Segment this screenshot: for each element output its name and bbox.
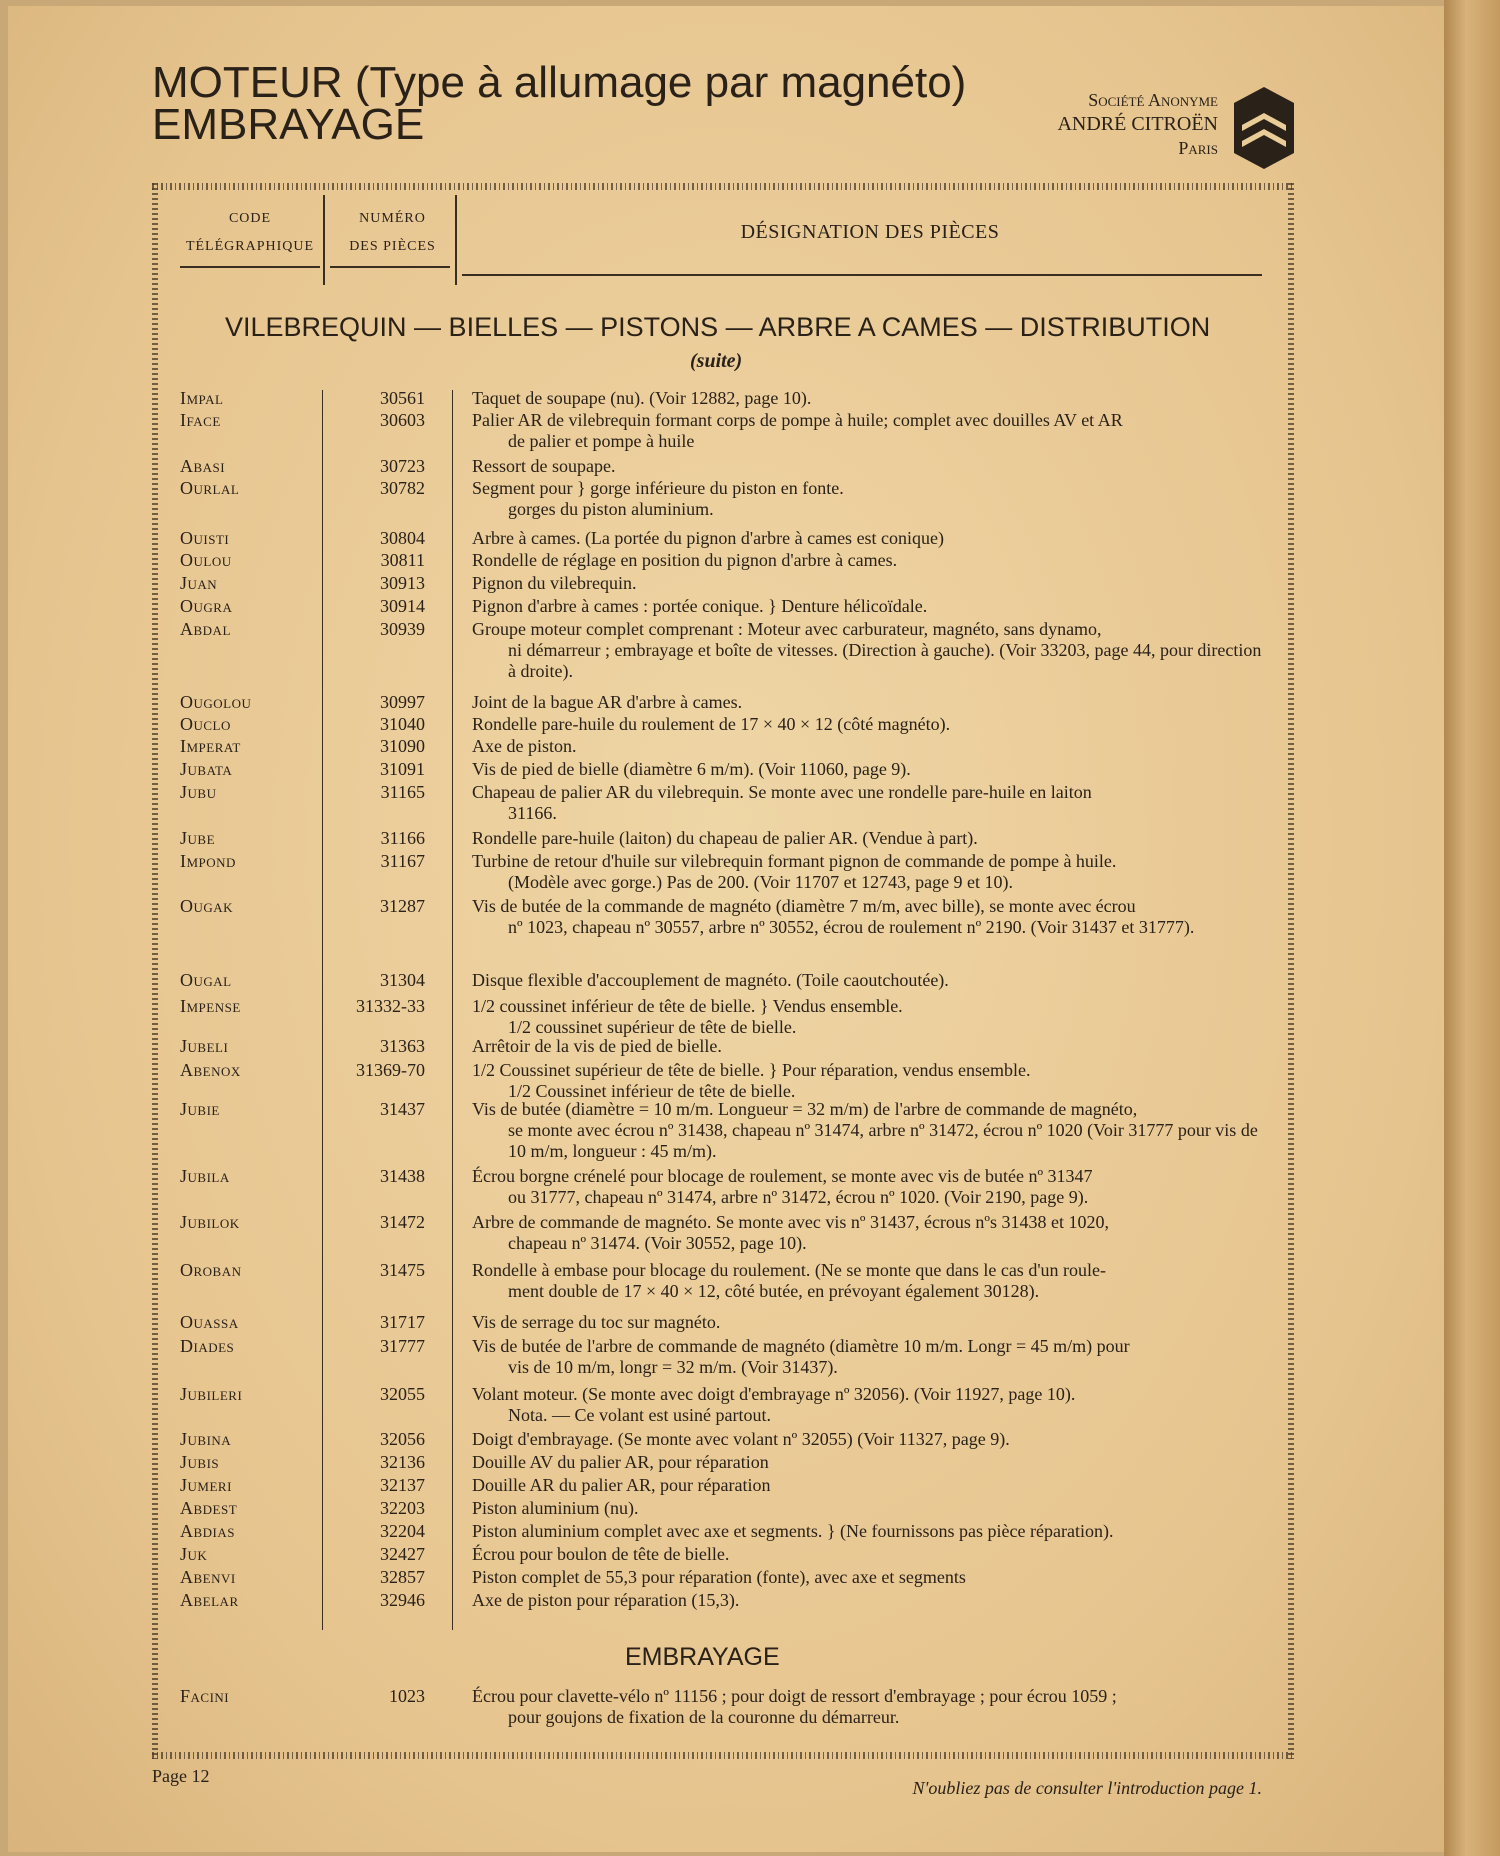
- section-title: VILEBREQUIN — BIELLES — PISTONS — ARBRE A CAMES — DISTRIBUTION: [225, 312, 1211, 342]
- designation-line: Axe de piston.: [472, 736, 577, 756]
- part-designation: [472, 478, 1262, 520]
- part-designation: [472, 714, 1262, 735]
- designation-line: Ressort de soupape.: [472, 456, 616, 476]
- designation-line: Vis de butée de la commande de magnéto (diamètre 7 m/m, avec bille), se monte avec écrou: [472, 896, 1136, 916]
- part-designation: [472, 410, 1262, 452]
- part-designation: [472, 596, 1262, 617]
- designation-line: Turbine de retour d'huile sur vilebrequin formant pignon de commande de pompe à huile.: [472, 851, 1117, 871]
- designation-line: Rondelle à embase pour blocage du roulement. (Ne se monte que dans le cas d'un roule-: [472, 1260, 1107, 1280]
- designation-line: Volant moteur. (Se monte avec doigt d'embrayage nº 32056). (Voir 11927, page 10).: [472, 1384, 1076, 1404]
- part-number: 32203: [380, 1498, 425, 1518]
- code-header-line-2: TÉLÉGRAPHIQUE: [185, 239, 315, 254]
- telegraphic-code: Facini: [180, 1686, 230, 1706]
- designation-line: Écrou pour boulon de tête de bielle.: [472, 1544, 730, 1564]
- designation-line: Rondelle de réglage en position du pignon d'arbre à cames.: [472, 550, 898, 570]
- part-number: 31090: [380, 736, 425, 756]
- telegraphic-code: Jubie: [180, 1099, 220, 1119]
- part-number: 30782: [380, 478, 425, 498]
- part-designation: [472, 619, 1262, 682]
- part-number: 31332-33: [356, 996, 425, 1016]
- telegraphic-code: Ourlal: [180, 478, 240, 498]
- designation-line: Piston complet de 55,3 pour réparation (fonte), avec axe et segments: [472, 1567, 966, 1587]
- designation-continuation: Nota. — Ce volant est usiné partout.: [508, 1405, 771, 1425]
- part-designation: [472, 996, 1262, 1038]
- telegraphic-code: Ouisti: [180, 528, 230, 548]
- company-line-1: Société Anonyme: [1088, 90, 1218, 110]
- designation-column-header: DÉSIGNATION DES PIÈCES: [740, 221, 1000, 243]
- part-number: 30939: [380, 619, 425, 639]
- part-number: 30804: [380, 528, 425, 548]
- number-header-line-1: NUMÉRO: [359, 211, 426, 226]
- part-designation: [472, 1212, 1262, 1254]
- designation-line: Écrou pour clavette-vélo nº 11156 ; pour doigt de ressort d'embrayage ; pour écrou 1059 ;: [472, 1686, 1117, 1706]
- designation-line: Chapeau de palier AR du vilebrequin. Se monte avec une rondelle pare-huile en laiton: [472, 782, 1092, 802]
- designation-line: Arbre à cames. (La portée du pignon d'arbre à cames est conique): [472, 528, 945, 548]
- part-number: 30603: [380, 410, 425, 430]
- part-designation: [472, 1475, 1262, 1496]
- part-number: 1023: [389, 1686, 425, 1706]
- part-designation: [472, 970, 1262, 991]
- part-designation: [472, 1567, 1262, 1588]
- part-designation: [472, 1521, 1262, 1542]
- part-designation: [472, 782, 1262, 824]
- header-underline-2: [330, 266, 450, 268]
- part-number: 31777: [380, 1336, 425, 1356]
- telegraphic-code: Jubu: [180, 782, 217, 802]
- telegraphic-code: Ougra: [180, 596, 233, 616]
- part-designation: [472, 1336, 1262, 1378]
- title-line-2: EMBRAYAGE: [152, 100, 425, 149]
- designation-continuation: nº 1023, chapeau nº 30557, arbre nº 30552, écrou de roulement nº 2190. (Voir 31437 et 31777).: [508, 917, 1195, 937]
- number-header-line-2: DES PIÈCES: [349, 239, 436, 254]
- telegraphic-code: Ouclo: [180, 714, 231, 734]
- part-designation: [472, 1544, 1262, 1565]
- part-number: 31304: [380, 970, 425, 990]
- part-number: 32136: [380, 1452, 425, 1472]
- part-designation: [472, 1036, 1262, 1057]
- telegraphic-code: Juk: [180, 1544, 208, 1564]
- footer-note: N'oubliez pas de consulter l'introduction page 1.: [912, 1778, 1262, 1798]
- telegraphic-code: Ougolou: [180, 692, 252, 712]
- designation-line: Rondelle pare-huile du roulement de 17 × 40 × 12 (côté magnéto).: [472, 714, 951, 734]
- designation-line: Arbre de commande de magnéto. Se monte avec vis nº 31437, écrous nºs 31438 et 1020,: [472, 1212, 1110, 1232]
- designation-line: Axe de piston pour réparation (15,3).: [472, 1590, 740, 1610]
- designation-line: Rondelle pare-huile (laiton) du chapeau de palier AR. (Vendue à part).: [472, 828, 978, 848]
- designation-continuation: (Modèle avec gorge.) Pas de 200. (Voir 11707 et 12743, page 9 et 10).: [508, 872, 1014, 892]
- designation-continuation: gorges du piston aluminium.: [508, 499, 714, 519]
- code-header-line-1: CODE: [228, 211, 272, 226]
- telegraphic-code: Jubilok: [180, 1212, 240, 1232]
- designation-continuation: ni démarreur ; embrayage et boîte de vitesses. (Direction à gauche). (Voir 33203, page 44, pour direction à droite).: [508, 640, 1262, 681]
- telegraphic-code: Jubina: [180, 1429, 232, 1449]
- designation-line: 1/2 coussinet inférieur de tête de bielle. } Vendus ensemble.: [472, 996, 903, 1016]
- part-designation: [472, 1099, 1262, 1162]
- telegraphic-code: Abasi: [180, 456, 226, 476]
- part-designation: [472, 1429, 1262, 1450]
- telegraphic-code: Oulou: [180, 550, 232, 570]
- designation-line: Taquet de soupape (nu). (Voir 12882, page 10).: [472, 388, 812, 408]
- part-designation: [472, 692, 1262, 713]
- telegraphic-code: Ouassa: [180, 1312, 239, 1332]
- part-number: 30561: [380, 388, 425, 408]
- part-number: 32055: [380, 1384, 425, 1404]
- part-number: 31165: [380, 782, 425, 802]
- part-number: 32427: [380, 1544, 425, 1564]
- part-number: 31091: [380, 759, 425, 779]
- part-number: 31040: [380, 714, 425, 734]
- designation-line: Pignon du vilebrequin.: [472, 573, 637, 593]
- telegraphic-code: Jubileri: [180, 1384, 243, 1404]
- designation-continuation: vis de 10 m/m, longr = 32 m/m. (Voir 31437).: [508, 1357, 838, 1377]
- page-number: Page 12: [152, 1766, 210, 1786]
- designation-continuation: 31166.: [508, 803, 557, 823]
- telegraphic-code: Impal: [180, 388, 224, 408]
- designation-line: Écrou borgne crénelé pour blocage de roulement, se monte avec vis de butée nº 31347: [472, 1166, 1093, 1186]
- telegraphic-code: Impense: [180, 996, 241, 1016]
- part-number: 30811: [380, 550, 425, 570]
- designation-line: Vis de pied de bielle (diamètre 6 m/m). (Voir 11060, page 9).: [472, 759, 911, 779]
- designation-continuation: chapeau nº 31474. (Voir 30552, page 10).: [508, 1233, 807, 1253]
- bottom-border: [152, 1752, 1294, 1759]
- telegraphic-code: Jubata: [180, 759, 233, 779]
- telegraphic-code: Oroban: [180, 1260, 242, 1280]
- header-underline-1: [180, 266, 320, 268]
- telegraphic-code: Juan: [180, 573, 218, 593]
- right-border: [1288, 183, 1294, 1759]
- designation-line: Douille AR du palier AR, pour réparation: [472, 1475, 771, 1495]
- left-border: [152, 183, 158, 1759]
- part-designation: [472, 1590, 1262, 1611]
- designation-line: Douille AV du palier AR, pour réparation: [472, 1452, 769, 1472]
- designation-continuation: ou 31777, chapeau nº 31474, arbre nº 31472, écrou nº 1020. (Voir 2190, page 9).: [508, 1187, 1089, 1207]
- designation-line: Vis de butée (diamètre = 10 m/m. Longueur = 32 m/m) de l'arbre de commande de magnéto,: [472, 1099, 1138, 1119]
- telegraphic-code: Jubis: [180, 1452, 220, 1472]
- designation-line: Segment pour } gorge inférieure du piston en fonte.: [472, 478, 844, 498]
- part-number: 30914: [380, 596, 425, 616]
- telegraphic-code: Jube: [180, 828, 216, 848]
- part-number: 31475: [380, 1260, 425, 1280]
- designation-continuation: se monte avec écrou nº 31438, chapeau nº 31474, arbre nº 31472, écrou nº 1020 (Voir 31777 pour vis de 10 m/m, longueur : 45 m/m).: [508, 1120, 1258, 1161]
- part-designation: [472, 1166, 1262, 1208]
- telegraphic-code: Abdias: [180, 1521, 236, 1541]
- part-number: 32204: [380, 1521, 425, 1541]
- section2-title: EMBRAYAGE: [625, 1643, 780, 1671]
- book-spine: [1444, 0, 1500, 1856]
- telegraphic-code: Jubila: [180, 1166, 230, 1186]
- header-underline-3: [462, 274, 1262, 276]
- designation-line: Vis de butée de l'arbre de commande de magnéto (diamètre 10 m/m. Longr = 45 m/m) pour: [472, 1336, 1130, 1356]
- designation-line: Piston aluminium (nu).: [472, 1498, 639, 1518]
- part-designation: [472, 896, 1262, 938]
- telegraphic-code: Abdal: [180, 619, 231, 639]
- part-designation: [472, 1312, 1262, 1333]
- telegraphic-code: Impond: [180, 851, 236, 871]
- designation-line: Disque flexible d'accouplement de magnéto. (Toile caoutchoutée).: [472, 970, 949, 990]
- designation-continuation: ment double de 17 × 40 × 12, côté butée, en prévoyant également 30128).: [508, 1281, 1040, 1301]
- part-designation: [472, 736, 1262, 757]
- designation-line: Piston aluminium complet avec axe et segments. } (Ne fournissons pas pièce réparation).: [472, 1521, 1114, 1541]
- part-designation: [472, 550, 1262, 571]
- designation-line: Vis de serrage du toc sur magnéto.: [472, 1312, 721, 1332]
- part-designation: [472, 1686, 1262, 1728]
- part-number: 31166: [380, 828, 425, 848]
- header-divider-1: [323, 195, 325, 285]
- company-line-3: Paris: [1178, 138, 1218, 158]
- part-number: 32137: [380, 1475, 425, 1495]
- telegraphic-code: Abenox: [180, 1060, 241, 1080]
- part-designation: [472, 388, 1262, 409]
- part-designation: [472, 456, 1262, 477]
- designation-line: Palier AR de vilebrequin formant corps de pompe à huile; complet avec douilles AV et AR: [472, 410, 1123, 430]
- part-designation: [472, 1384, 1262, 1426]
- part-number: 31437: [380, 1099, 425, 1119]
- telegraphic-code: Abelar: [180, 1590, 239, 1610]
- telegraphic-code: Imperat: [180, 736, 241, 756]
- page-title: [152, 58, 967, 149]
- title-line-1: MOTEUR (Type à allumage par magnéto): [152, 58, 967, 107]
- part-designation: [472, 828, 1262, 849]
- part-number: 31287: [380, 896, 425, 916]
- body-divider-1: [322, 390, 323, 1630]
- code-column-header: [180, 205, 320, 261]
- header-divider-2: [455, 195, 457, 285]
- part-designation: [472, 573, 1262, 594]
- part-designation: [472, 851, 1262, 893]
- part-number: 30997: [380, 692, 425, 712]
- designation-continuation: 1/2 coussinet supérieur de tête de bielle.: [508, 1017, 797, 1037]
- telegraphic-code: Abdest: [180, 1498, 238, 1518]
- designation-continuation: 1/2 Coussinet inférieur de tête de bielle.: [508, 1081, 796, 1101]
- company-block: [1057, 88, 1218, 160]
- part-number: 30913: [380, 573, 425, 593]
- top-border: [152, 183, 1294, 190]
- part-number: 31167: [380, 851, 425, 871]
- number-column-header: [330, 205, 455, 261]
- part-number: 31369-70: [356, 1060, 425, 1080]
- part-number: 32056: [380, 1429, 425, 1449]
- telegraphic-code: Ougak: [180, 896, 234, 916]
- section-subtitle: (suite): [690, 350, 743, 372]
- part-number: 31717: [380, 1312, 425, 1332]
- designation-line: 1/2 Coussinet supérieur de tête de bielle. } Pour réparation, vendus ensemble.: [472, 1060, 1031, 1080]
- designation-line: Arrêtoir de la vis de pied de bielle.: [472, 1036, 722, 1056]
- telegraphic-code: Iface: [180, 410, 221, 430]
- part-number: 31472: [380, 1212, 425, 1232]
- part-designation: [472, 759, 1262, 780]
- part-number: 31438: [380, 1166, 425, 1186]
- designation-line: Groupe moteur complet comprenant : Moteur avec carburateur, magnéto, sans dynamo,: [472, 619, 1102, 639]
- designation-line: Doigt d'embrayage. (Se monte avec volant nº 32055) (Voir 11327, page 9).: [472, 1429, 1010, 1449]
- designation-line: Pignon d'arbre à cames : portée conique. } Denture hélicoïdale.: [472, 596, 928, 616]
- designation-continuation: de palier et pompe à huile: [508, 431, 695, 451]
- part-designation: [472, 528, 1262, 549]
- part-number: 30723: [380, 456, 425, 476]
- part-designation: [472, 1060, 1262, 1102]
- part-number: 32857: [380, 1567, 425, 1587]
- designation-line: Joint de la bague AR d'arbre à cames.: [472, 692, 743, 712]
- telegraphic-code: Ougal: [180, 970, 232, 990]
- telegraphic-code: Abenvi: [180, 1567, 236, 1587]
- company-line-2: ANDRÉ CITROËN: [1057, 113, 1218, 135]
- body-divider-2: [452, 390, 453, 1630]
- telegraphic-code: Diades: [180, 1336, 235, 1356]
- telegraphic-code: Jumeri: [180, 1475, 232, 1495]
- telegraphic-code: Jubeli: [180, 1036, 229, 1056]
- part-number: 31363: [380, 1036, 425, 1056]
- designation-continuation: pour goujons de fixation de la couronne du démarreur.: [508, 1707, 900, 1727]
- part-number: 32946: [380, 1590, 425, 1610]
- part-designation: [472, 1260, 1262, 1302]
- part-designation: [472, 1498, 1262, 1519]
- part-designation: [472, 1452, 1262, 1473]
- citroen-double-chevron-icon: [1232, 85, 1296, 171]
